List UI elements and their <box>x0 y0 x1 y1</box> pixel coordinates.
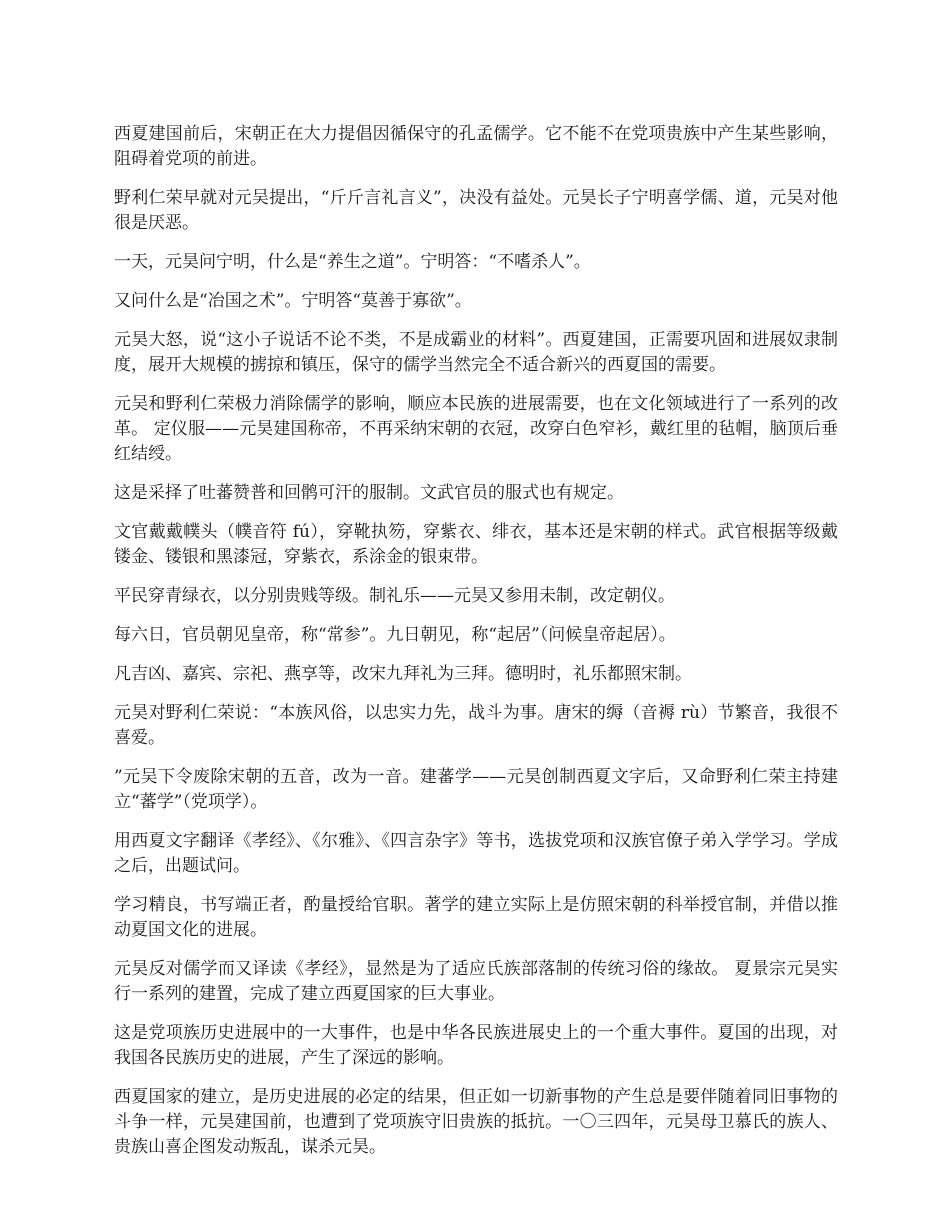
paragraph: 又问什么是“冶国之术”。宁明答“莫善于寡欲”。 <box>114 291 472 311</box>
paragraph: 元昊大怒，说“这小子说话不论不类，不是成霸业的材料”。西夏建国，正需要巩固和进展奴隶制度，展开大规模的掳掠和镇压，保守的儒学当然完全不适合新兴的西夏国的需要。 <box>114 330 838 375</box>
paragraph: 这是党项族历史进展中的一大事件，也是中华各民族进展史上的一个重大事件。夏国的出现，对我国各民族历史的进展，产生了深远的影响。 <box>114 1023 838 1068</box>
paragraph: 平民穿青绿衣，以分别贵贱等级。制礼乐——元昊又参用未制，改定朝仪。 <box>114 586 675 606</box>
paragraph: 西夏建国前后，宋朝正在大力提倡因循保守的孔孟儒学。它不能不在党项贵族中产生某些影响，阻碍着党项的前进。 <box>114 124 838 169</box>
paragraph: 这是采择了吐蕃赞普和回鹘可汗的服制。文武官员的服式也有规定。 <box>114 483 624 503</box>
paragraph: 凡吉凶、嘉宾、宗祀、燕享等，改宋九拜礼为三拜。德明时，礼乐都照宋制。 <box>114 664 692 684</box>
paragraph: 学习精良，书写端正者，酌量授给官职。著学的建立实际上是仿照宋朝的科举授官制，并借以推动夏国文化的进展。 <box>114 895 838 940</box>
paragraph: 每六日，官员朝见皇帝，称“常参”。九日朝见，称“起居”（问候皇帝起居）。 <box>114 625 676 645</box>
paragraph: ”元吴下令废除宋朝的五音，改为一音。建蕃学——元昊创制西夏文字后，又命野利仁荣主持建立“蕃学”（党项学）。 <box>114 767 838 812</box>
paragraph: 一天，元昊问宁明，什么是“养生之道”。宁明答：“不嗜杀人”。 <box>114 252 591 272</box>
paragraph: 文官戴戴幞头（幞音符 fú），穿靴执笏，穿紫衣、绯衣，基本还是宋朝的样式。武官根据等级戴镂金、镂银和黑漆冠，穿紫衣，系涂金的银束带。 <box>114 522 838 567</box>
paragraph: 元昊对野利仁荣说：“本族风俗，以忠实力先，战斗为事。唐宋的缛（音褥 rù）节繁音，我很不喜爱。 <box>114 703 838 748</box>
paragraph: 西夏国家的建立，是历史进展的必定的结果，但正如一切新事物的产生总是要伴随着同旧事物的斗争一样，元昊建国前，也遭到了党项族守旧贵族的抵抗。一〇三四年，元昊母卫慕氏的族人、贵族山喜企图发动叛乱，谋杀元昊。 <box>114 1087 838 1157</box>
paragraph: 用西夏文字翻译《孝经》、《尔雅》、《四言杂字》等书，选拔党项和汉族官僚子弟入学学习。学成之后，出题试问。 <box>114 831 838 876</box>
document-body <box>114 122 838 1174</box>
paragraph: 元吴和野利仁荣极力消除儒学的影响，顺应本民族的进展需要，也在文化领域进行了一系列的改革。 定仪服——元昊建国称帝，不再采纳宋朝的衣冠，改穿白色窄衫，戴红里的毡帽，脑顶后垂红结绶。 <box>114 394 838 464</box>
paragraph: 元昊反对儒学而又译读《孝经》，显然是为了适应氏族部落制的传统习俗的缘故。 夏景宗元昊实行一系列的建置，完成了建立西夏国家的巨大事业。 <box>114 959 838 1004</box>
paragraph: 野利仁荣早就对元吴提出，“斤斤言礼言义”，决没有益处。元昊长子宁明喜学儒、道，元吴对他很是厌恶。 <box>114 188 838 233</box>
